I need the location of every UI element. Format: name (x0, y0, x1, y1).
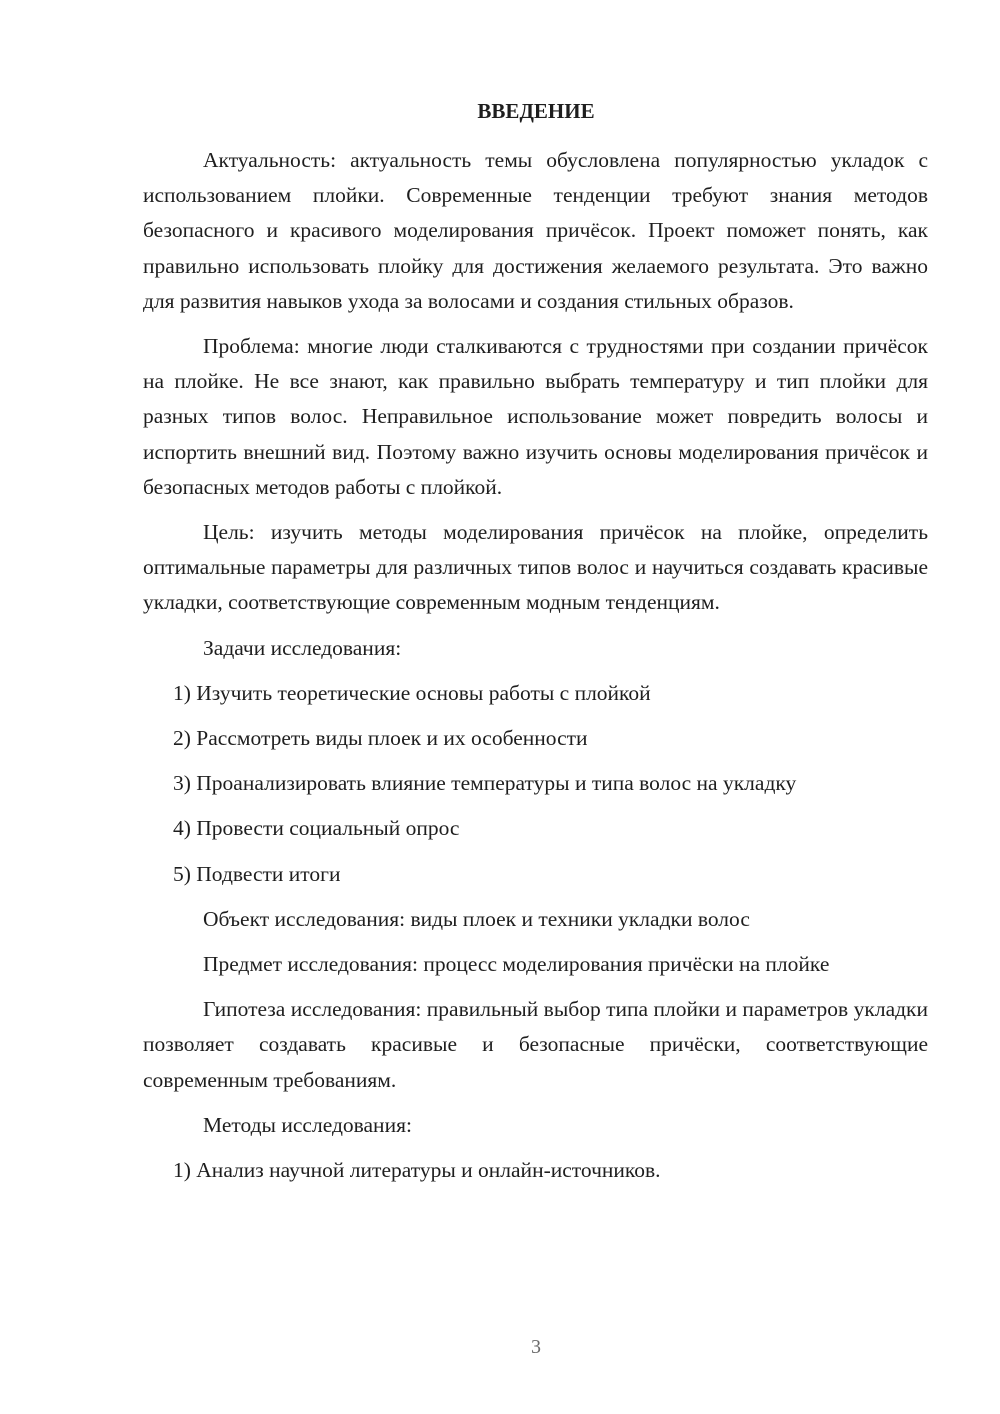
task-item-2: 2) Рассмотреть виды плоек и их особенности (173, 726, 588, 751)
method-item-1: 1) Анализ научной литературы и онлайн-источников. (173, 1158, 661, 1183)
subject-line: Предмет исследования: процесс моделирования причёски на плойке (203, 952, 830, 977)
document-body (143, 143, 928, 1198)
task-item-5: 5) Подвести итоги (173, 861, 341, 886)
goal-paragraph: Цель: изучить методы моделирования причёсок на плойке, определить оптимальные параметры для различных типов волос и научиться создавать красивые укладки, соответствующие современным модным тенденциям. (143, 520, 928, 615)
tasks-heading: Задачи исследования: (203, 635, 402, 660)
problem-paragraph: Проблема: многие люди сталкиваются с трудностями при создании причёсок на плойке. Не все знают, как правильно выбрать температуру и тип плойки для разных типов волос. Неправильное использование может повредить волосы и испортить внешний вид. Поэтому важно изучить основы моделирования причёсок и безопасных методов работы с плойкой. (143, 334, 928, 499)
task-item-4: 4) Провести социальный опрос (173, 816, 460, 841)
task-item-3: 3) Проанализировать влияние температуры и типа волос на укладку (173, 771, 797, 796)
relevance-paragraph: Актуальность: актуальность темы обусловлена популярностью укладок с использованием плойки. Современные тенденции требуют знания методов безопасного и красивого моделирования причёсок. Проект поможет понять, как правильно использовать плойку для достижения желаемого результата. Это важно для развития навыков ухода за волосами и создания стильных образов. (143, 148, 928, 313)
object-line: Объект исследования: виды плоек и техники укладки волос (203, 906, 750, 931)
section-title: ВВЕДЕНИЕ (477, 99, 595, 123)
task-item-1: 1) Изучить теоретические основы работы с плойкой (173, 680, 651, 705)
hypothesis-paragraph: Гипотеза исследования: правильный выбор типа плойки и параметров укладки позволяет создавать красивые и безопасные причёски, соответствующие современным требованиям. (143, 997, 928, 1092)
methods-heading: Методы исследования: (203, 1112, 412, 1137)
page-number: 3 (531, 1336, 541, 1358)
